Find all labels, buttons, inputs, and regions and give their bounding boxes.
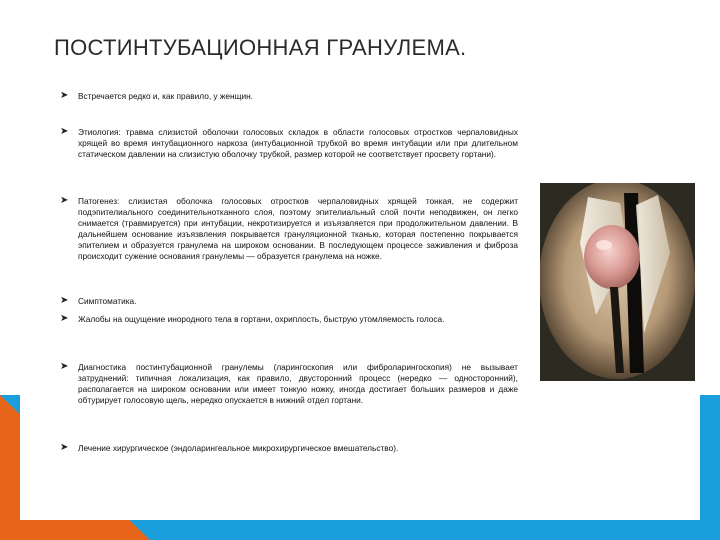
bullet-text: Патогенез: слизистая оболочка голосовых отростков черпаловидных хрящей тонкая, не содержит подэпителиального соединительнотканного слоя, поэтому эпителиальный слой почти неподвижен, он легко снимается (травмируется) при интубации, некротизируется и изъязвляется при продолжительном давлении. В дальнейшем основание изъязвления покрывается грануляционной тканью, которая постепенно покрывается эпителием и образуется гранулема на широком основании. В последующем процессе заживления и фиброза происходит сужение основания гранулемы — образуется гранулема на ножке. <box>78 196 518 261</box>
bullet-item <box>60 295 518 307</box>
bullet-text: Жалобы на ощущение инородного тела в гортани, охриплость, быструю утомляемость голоса. <box>78 314 445 324</box>
slide-title: ПОСТИНТУБАЦИОННАЯ ГРАНУЛЕМА. <box>54 35 467 60</box>
arrow-bullet-icon: ➤ <box>60 126 69 137</box>
bullet-item <box>60 195 518 261</box>
arrow-bullet-icon: ➤ <box>60 313 69 324</box>
bullet-text: Лечение хирургическое (эндоларингеальное микрохирургическое вмешательство). <box>78 443 399 453</box>
arrow-bullet-icon: ➤ <box>60 90 69 101</box>
bullet-text: Диагностика постинтубационной гранулемы (ларингоскопия или фиброларингоскопия) не вызывает затруднений: типичная локализация, как правило, двусторонний процесс (нередко — односторонний), располагается на широком основании или имеет тонкую ножку, иногда достигает больших размеров и даже обтурирует голосовую щель, нередко опускается в нижний отдел гортани. <box>78 362 518 405</box>
bullet-item <box>60 313 518 325</box>
arrow-bullet-icon: ➤ <box>60 361 69 372</box>
arrow-bullet-icon: ➤ <box>60 442 69 453</box>
laryngoscopy-photo <box>540 183 695 381</box>
bullet-text: Встречается редко и, как правило, у женщин. <box>78 91 253 101</box>
bullet-item <box>60 361 518 406</box>
laryngoscopy-image <box>540 183 695 381</box>
arrow-bullet-icon: ➤ <box>60 295 69 306</box>
bullet-text: Этиология: травма слизистой оболочки голосовых складок в области голосовых отростков черпаловидных хрящей во время интубационного наркоза (интубационной трубкой во время интубации или при длительном статическом давлении на слизистую оболочку трубкой, размер которой не соответствует просвету гортани). <box>78 127 518 159</box>
arrow-bullet-icon: ➤ <box>60 195 69 206</box>
bullet-item <box>60 126 518 160</box>
bullet-item <box>60 90 518 102</box>
bullet-item <box>60 442 518 454</box>
bullet-text: Симптоматика. <box>78 296 137 306</box>
